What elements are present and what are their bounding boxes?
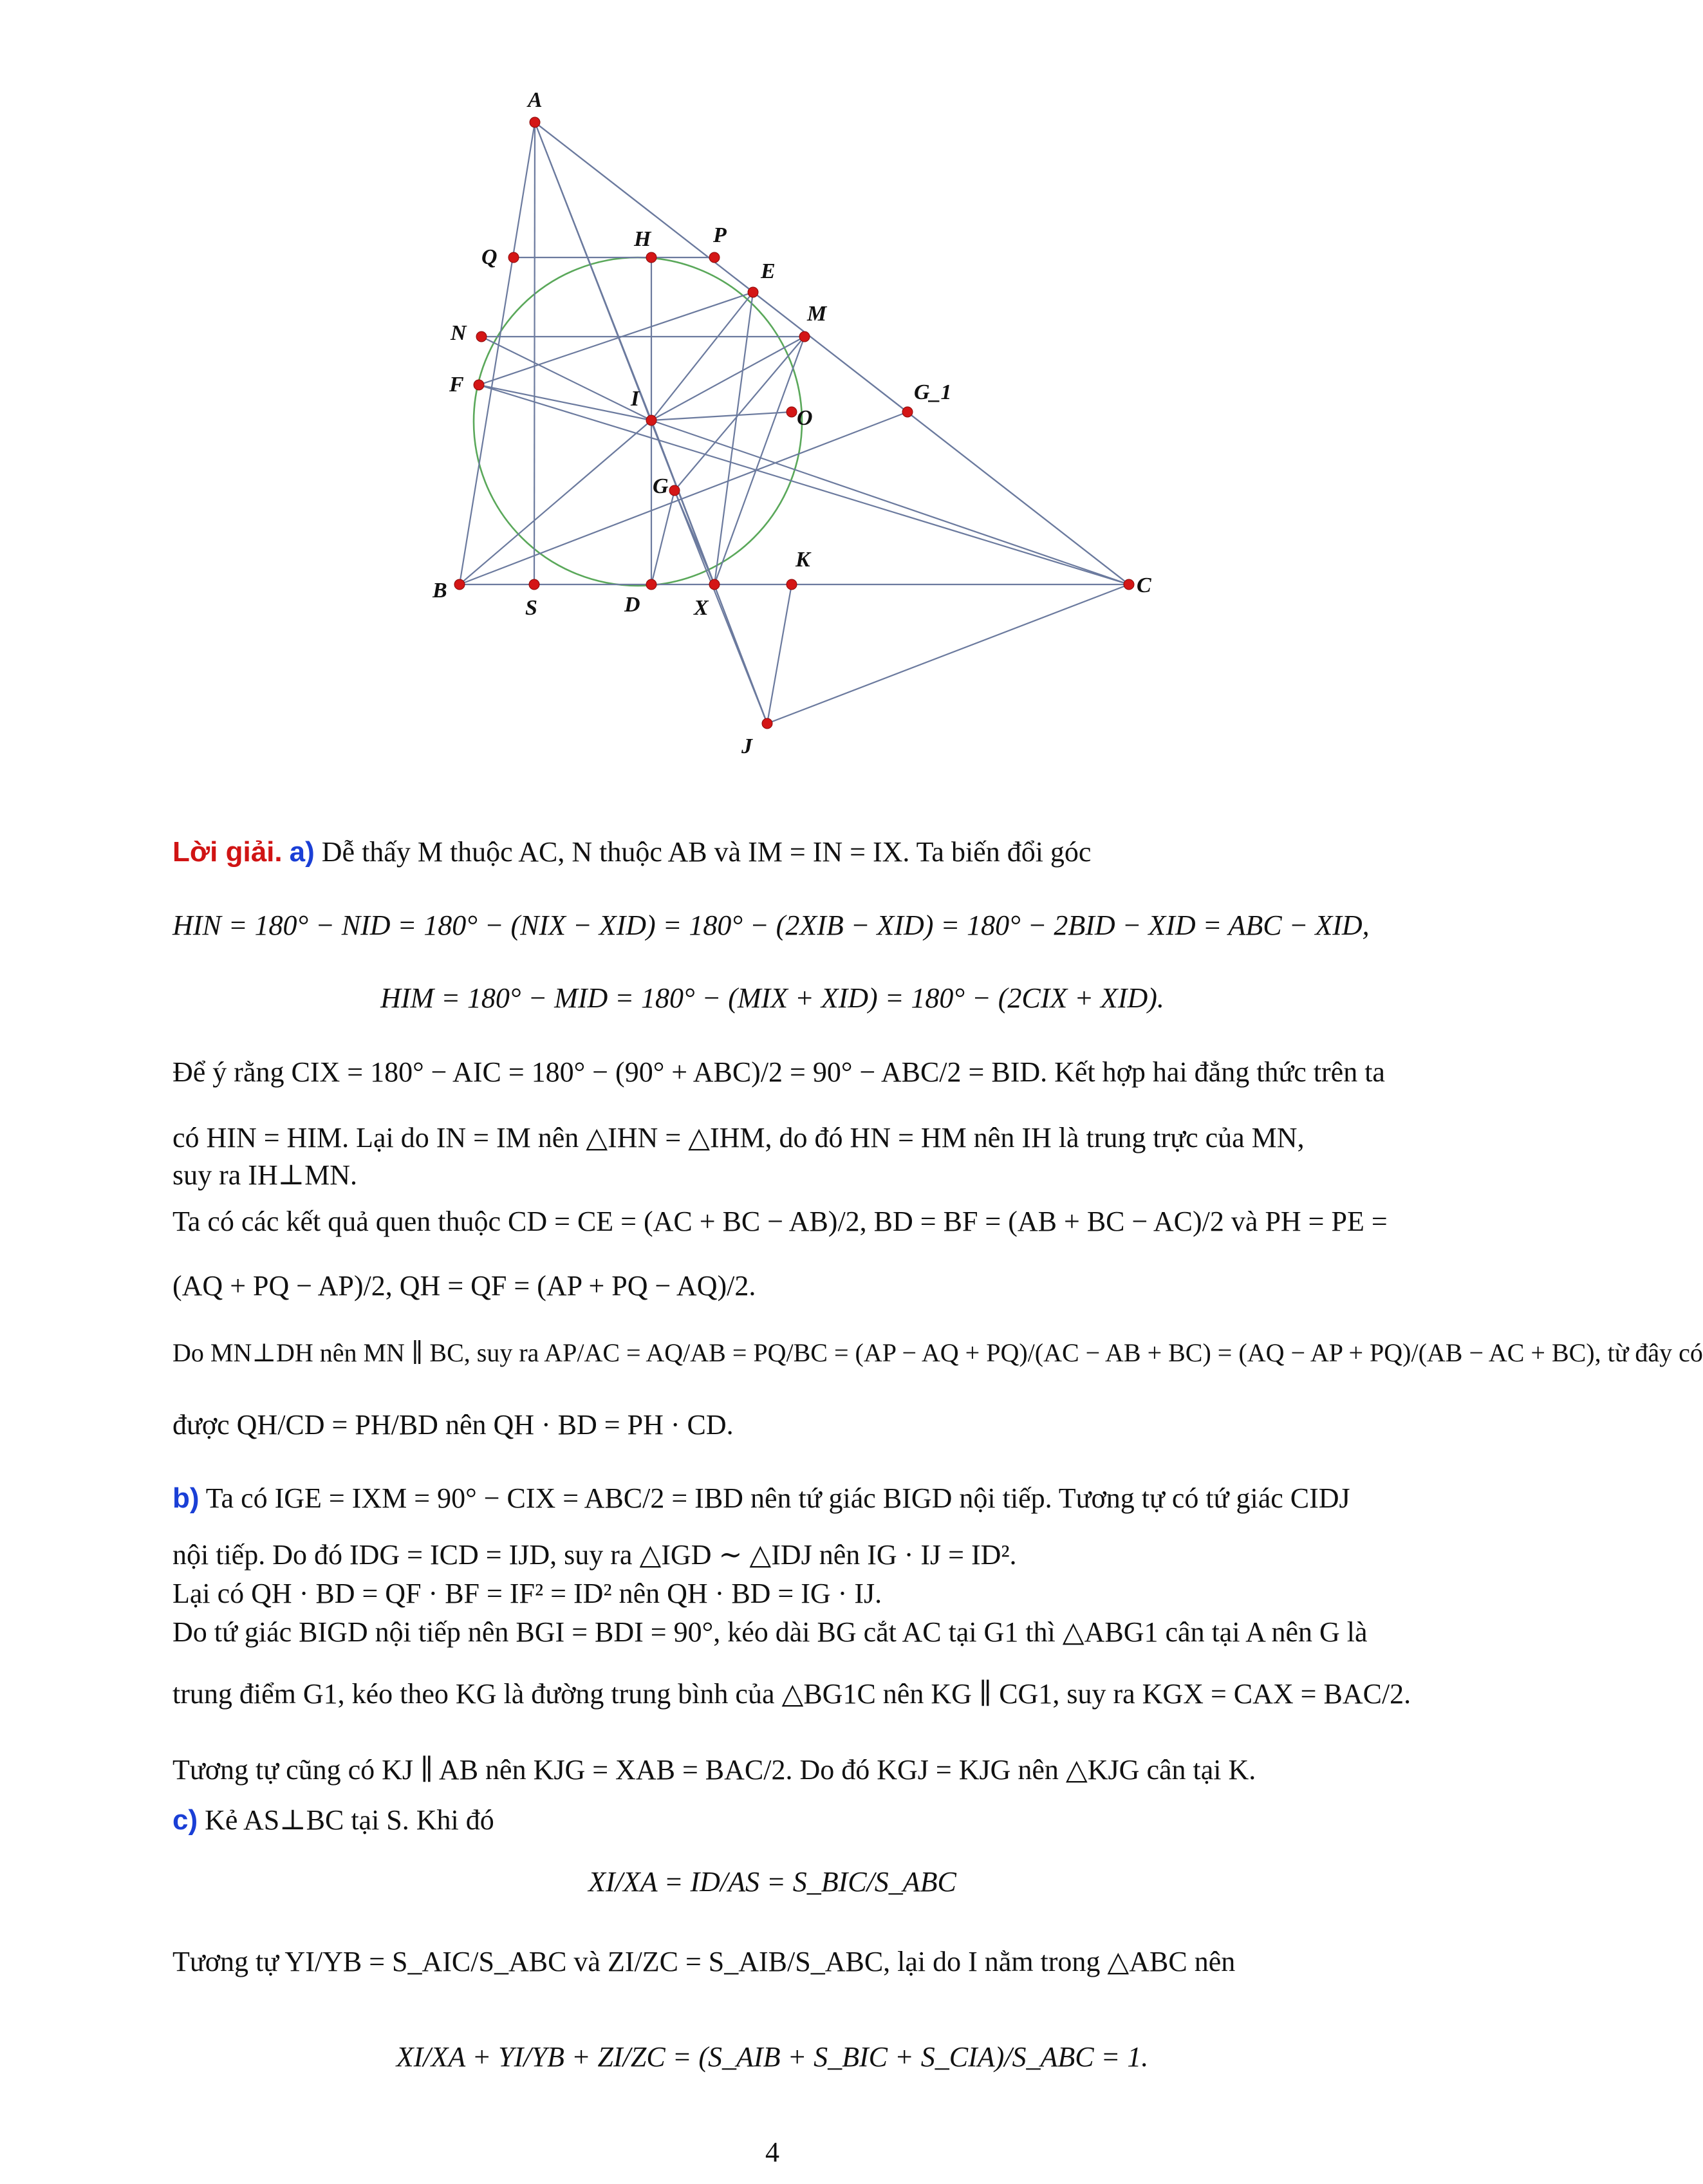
solution-heading-line (172, 835, 1091, 870)
part-c-line-2: Tương tự YI/YB = S_AIC/S_ABC và ZI/ZC = S_AIB/S_ABC, lại do I nằm trong △ABC nên (172, 1946, 1236, 1977)
part-b-label: b) (172, 1482, 200, 1514)
part-c-equation-1: XI/XA = ID/AS = S_BIC/S_ABC (588, 1866, 956, 1898)
part-b-line-3: Lại có QH · BD = QF · BF = IF² = ID² nên QH · BD = IG · IJ. (172, 1578, 882, 1609)
geometry-figure (405, 77, 1178, 785)
part-b-line-1: b) Ta có IGE = IXM = 90° − CIX = ABC/2 = IBD nên tứ giác BIGD nội tiếp. Tương tự có tứ giác CIDJ (172, 1482, 1350, 1514)
intro-text: Dễ thấy M thuộc AC, N thuộc AB và IM = IN = IX. Ta biến đổi góc (321, 836, 1092, 868)
paragraph-3-line-1: Do MN⊥DH nên MN ∥ BC, suy ra AP/AC = AQ/AB = PQ/BC = (AP − AQ + PQ)/(AC − AB + BC) = (AQ − AP + PQ)/(AB − AC + BC), từ đây có (172, 1338, 1703, 1367)
label-A: A (528, 88, 543, 112)
page-number: 4 (765, 2136, 779, 2168)
label-S: S (525, 596, 537, 620)
equation-hin: HIN = 180° − NID = 180° − (NIX − XID) = 180° − (2XIB − XID) = 180° − 2BID − XID = ABC − XID, (172, 910, 1370, 941)
label-D: D (624, 593, 640, 617)
label-Q: Q (481, 245, 498, 269)
part-b-line-5: trung điểm G1, kéo theo KG là đường trung bình của △BG1C nên KG ∥ CG1, suy ra KGX = CAX = BAC/2. (172, 1678, 1411, 1710)
label-F: F (449, 373, 464, 397)
part-c-line-1: c) Kẻ AS⊥BC tại S. Khi đó (172, 1804, 494, 1836)
label-I: I (631, 387, 640, 411)
label-B: B (433, 579, 447, 602)
paragraph-3-line-2: được QH/CD = PH/BD nên QH · BD = PH · CD. (172, 1409, 734, 1441)
part-c-equation-2: XI/XA + YI/YB + ZI/ZC = (S_AIB + S_BIC + S_CIA)/S_ABC = 1. (396, 2041, 1149, 2073)
equation-him: HIM = 180° − MID = 180° − (MIX + XID) = 180° − (2CIX + XID). (380, 982, 1164, 1014)
paragraph-1-line-3: suy ra IH⊥MN. (172, 1159, 358, 1191)
part-b-line-4: Do tứ giác BIGD nội tiếp nên BGI = BDI = 90°, kéo dài BG cắt AC tại G1 thì △ABG1 cân tại A nên G là (172, 1616, 1368, 1648)
label-C: C (1137, 574, 1151, 597)
label-X: X (694, 596, 709, 620)
label-E: E (761, 259, 776, 283)
part-b-line-2: nội tiếp. Do đó IDG = ICD = IJD, suy ra △IGD ∼ △IDJ nên IG · IJ = ID². (172, 1539, 1017, 1571)
part-b-line-6: Tương tự cũng có KJ ∥ AB nên KJG = XAB = BAC/2. Do đó KGJ = KJG nên △KJG cân tại K. (172, 1754, 1256, 1786)
label-G: G (653, 474, 669, 498)
paragraph-2-line-1: Ta có các kết quả quen thuộc CD = CE = (AC + BC − AB)/2, BD = BF = (AB + BC − AC)/2 và PH = PE = (172, 1206, 1388, 1237)
solution-heading: Lời giải. (172, 836, 283, 868)
paragraph-1-line-1: Để ý rằng CIX = 180° − AIC = 180° − (90° + ABC)/2 = 90° − ABC/2 = BID. Kết hợp hai đẳng thức trên ta (172, 1056, 1385, 1088)
label-K: K (796, 548, 810, 572)
label-M: M (807, 302, 827, 326)
label-P: P (713, 223, 727, 247)
paragraph-1-line-2: có HIN = HIM. Lại do IN = IM nên △IHN = △IHM, do đó HN = HM nên IH là trung trực của MN, (172, 1122, 1305, 1153)
label-O: O (797, 406, 813, 430)
label-G1: G_1 (914, 380, 952, 404)
label-J: J (741, 734, 752, 758)
part-a-label: a) (289, 836, 315, 868)
label-H: H (634, 227, 651, 251)
paragraph-2-line-2: (AQ + PQ − AP)/2, QH = QF = (AP + PQ − AQ)/2. (172, 1270, 756, 1302)
label-N: N (451, 321, 467, 345)
part-c-label: c) (172, 1804, 198, 1836)
